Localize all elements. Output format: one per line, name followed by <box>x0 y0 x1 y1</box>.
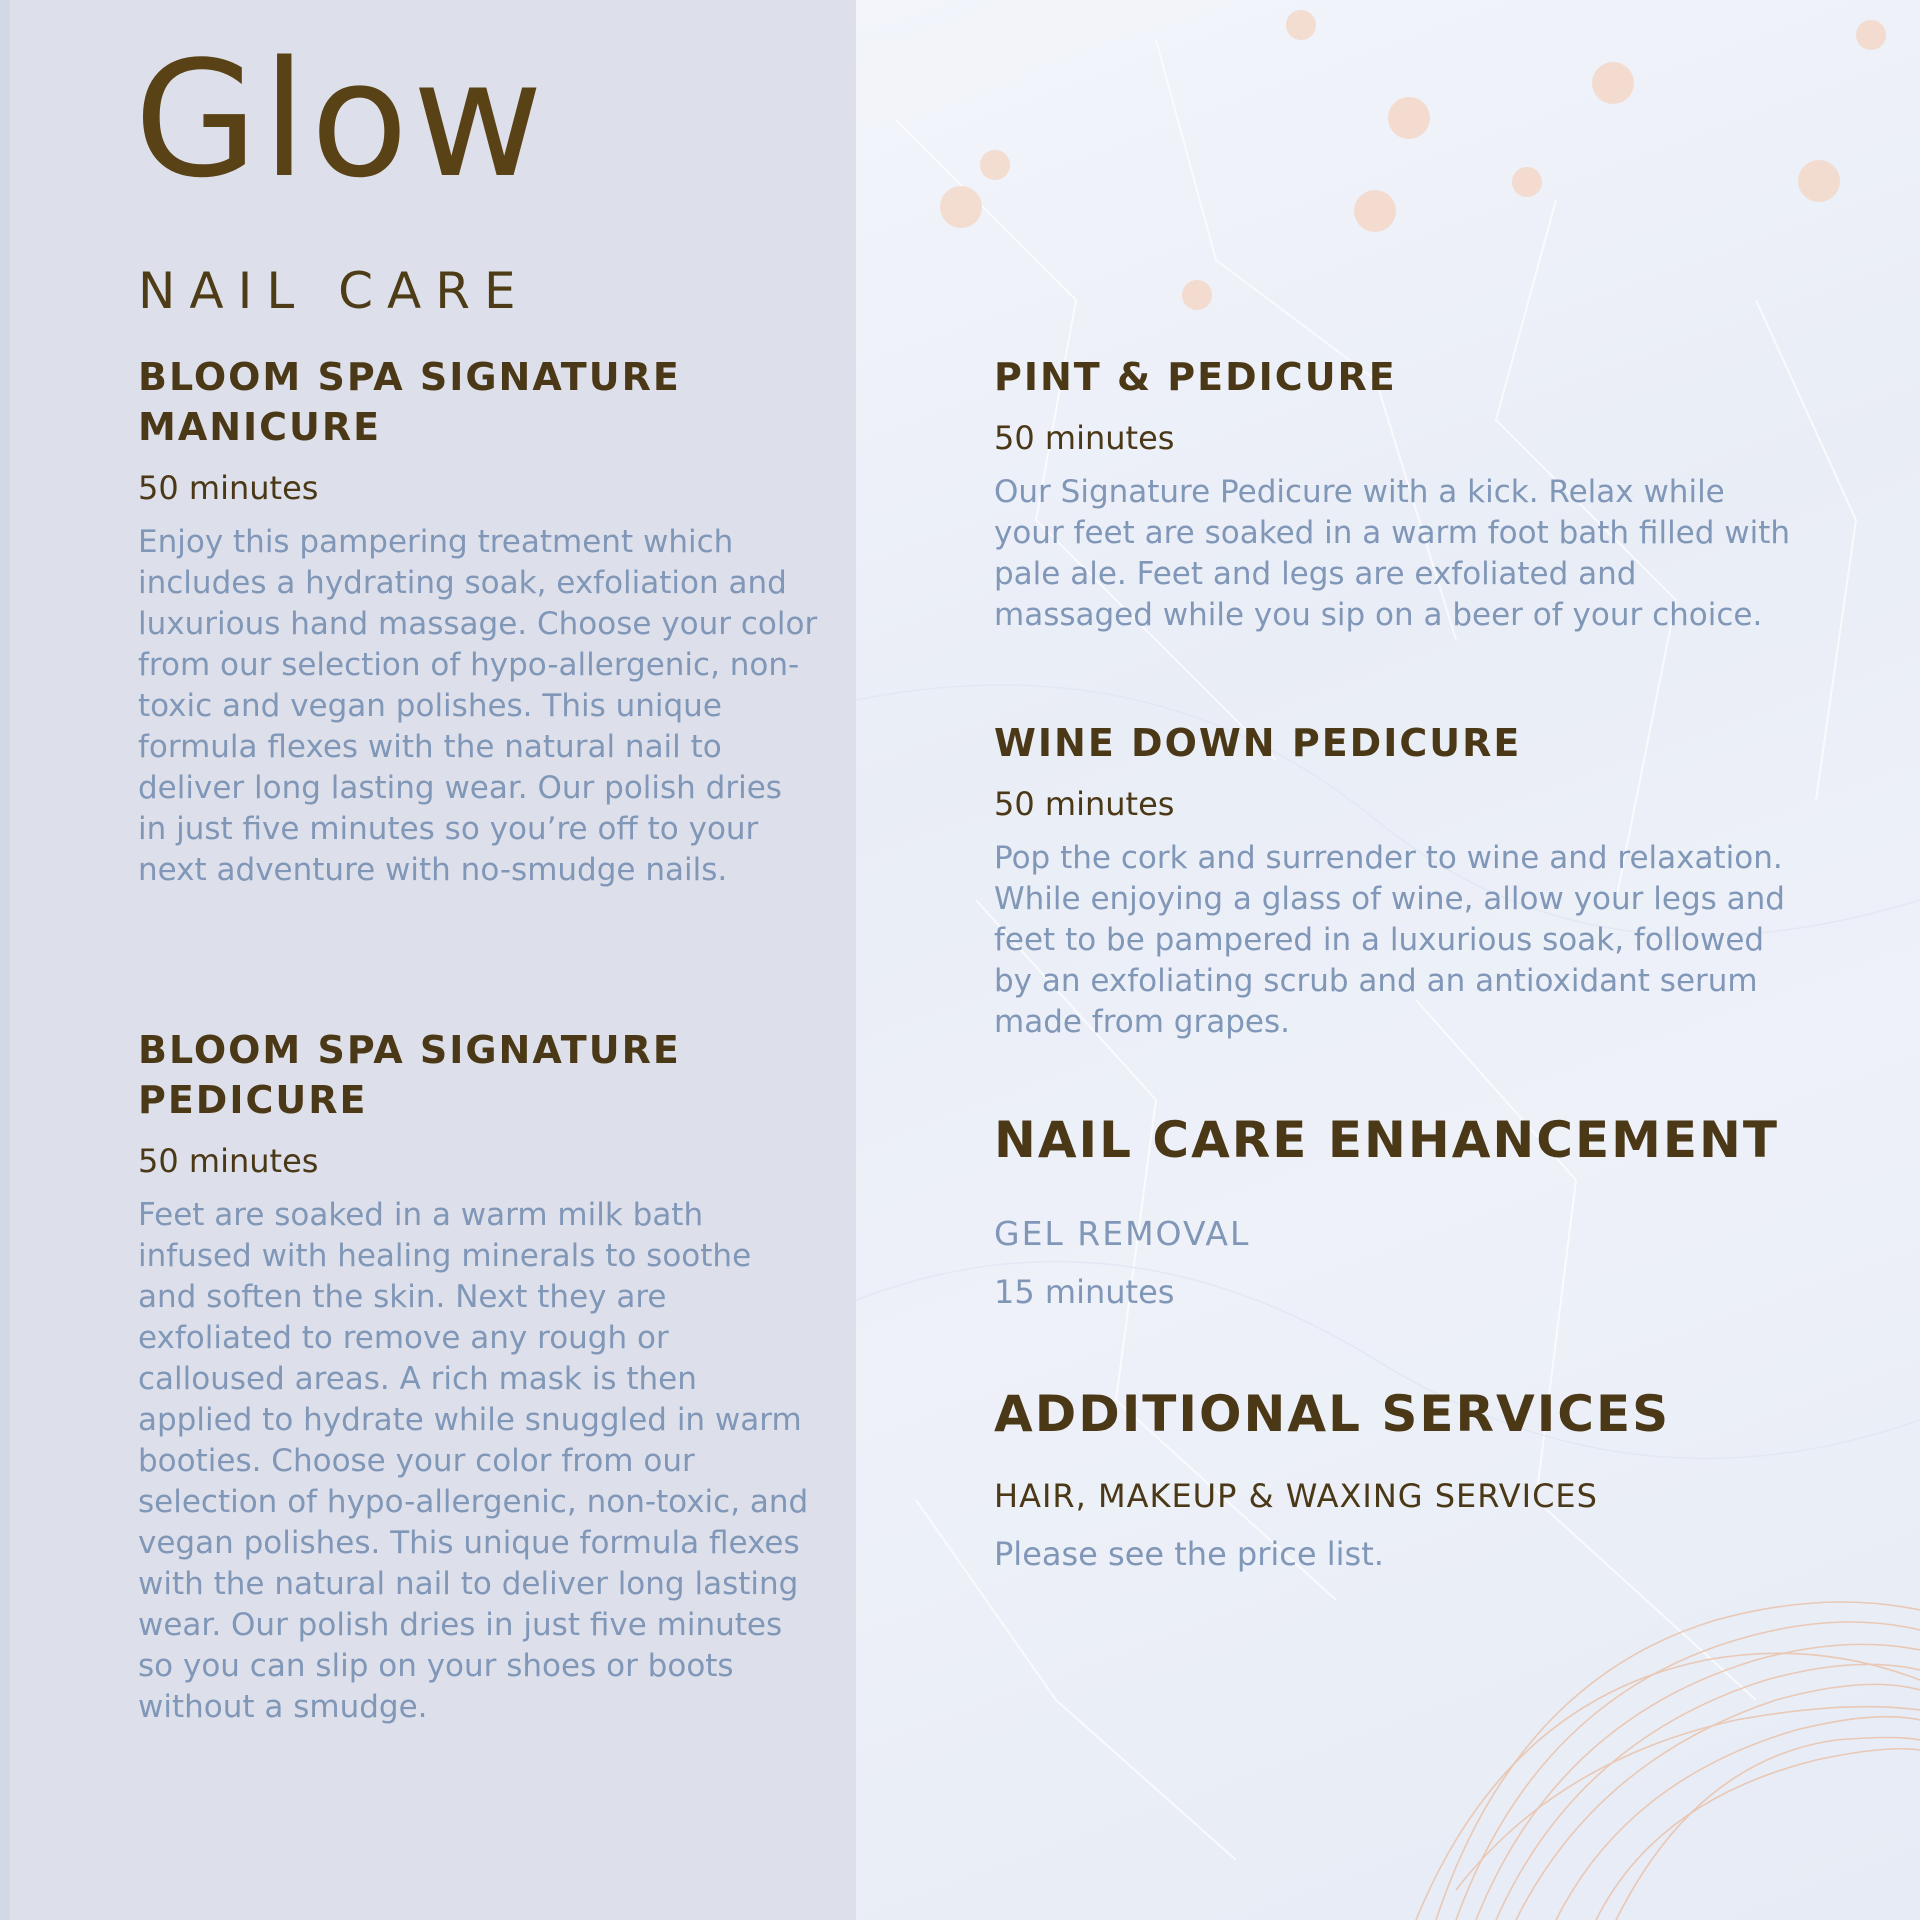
decorative-dot <box>1512 167 1542 197</box>
decorative-dot <box>940 186 982 228</box>
service-title: BLOOM SPA SIGNATURE MANICURE <box>138 355 681 449</box>
enhancement-duration: 15 minutes <box>994 1273 1175 1311</box>
service-wine-pedicure <box>994 718 1794 1043</box>
service-pedicure <box>138 1025 818 1728</box>
section-heading: ADDITIONAL SERVICES <box>994 1385 1671 1443</box>
decorative-dot <box>1388 97 1430 139</box>
service-title: WINE DOWN PEDICURE <box>994 721 1522 765</box>
service-duration: 50 minutes <box>138 469 319 507</box>
service-description: Feet are soaked in a warm milk bath infused with healing minerals to soothe and soften the skin. Next they are exfoliated to remove any rough or calloused areas. A rich mask is then applied to hydrate while snuggled in warm booties. Choose your color from our selection of hypo-allergenic, non-toxic, and vegan polishes. This unique formula flexes with the natural nail to deliver long lasting wear. Our polish dries in just five minutes so you can slip on your shoes or boots without a smudge. <box>138 1197 809 1725</box>
decorative-dot <box>1798 160 1840 202</box>
additional-item-note: Please see the price list. <box>994 1535 1384 1573</box>
decorative-dot <box>1286 10 1316 40</box>
service-duration: 50 minutes <box>994 419 1175 457</box>
decorative-dot <box>1856 20 1886 50</box>
enhancement-title: GEL REMOVAL <box>994 1214 1251 1253</box>
service-description: Enjoy this pampering treatment which includes a hydrating soak, exfoliation and luxurious hand massage. Choose your color from our selection of hypo-allergenic, non-toxic and vegan polishes. This unique formula flexes with the natural nail to deliver long lasting wear. Our polish dries in just five minutes so you’re off to your next adventure with no-smudge nails. <box>138 524 818 888</box>
decorative-dot <box>1592 62 1634 104</box>
decorative-dot <box>1182 280 1212 310</box>
decorative-dot <box>1354 190 1396 232</box>
decorative-dot <box>980 150 1010 180</box>
service-description: Our Signature Pedicure with a kick. Relax while your feet are soaked in a warm foot bath filled with pale ale. Feet and legs are exfoliated and massaged while you sip on a beer of your choice. <box>994 474 1791 633</box>
brand-logo: Glow <box>134 26 548 213</box>
service-title: BLOOM SPA SIGNATURE PEDICURE <box>138 1028 681 1122</box>
section-heading: NAIL CARE ENHANCEMENT <box>994 1111 1779 1169</box>
nail-care-enhancement <box>994 1108 1794 1314</box>
page-subtitle: NAIL CARE <box>138 262 530 320</box>
service-pint-pedicure <box>994 352 1794 636</box>
additional-item-title: HAIR, MAKEUP & WAXING SERVICES <box>994 1477 1598 1515</box>
service-duration: 50 minutes <box>994 785 1175 823</box>
service-manicure <box>138 352 818 891</box>
service-title: PINT & PEDICURE <box>994 355 1397 399</box>
service-description: Pop the cork and surrender to wine and relaxation. While enjoying a glass of wine, allow your legs and feet to be pampered in a luxurious soak, followed by an exfoliating scrub and an antioxidant serum made from grapes. <box>994 840 1785 1040</box>
service-duration: 50 minutes <box>138 1142 319 1180</box>
additional-services <box>994 1382 1794 1576</box>
